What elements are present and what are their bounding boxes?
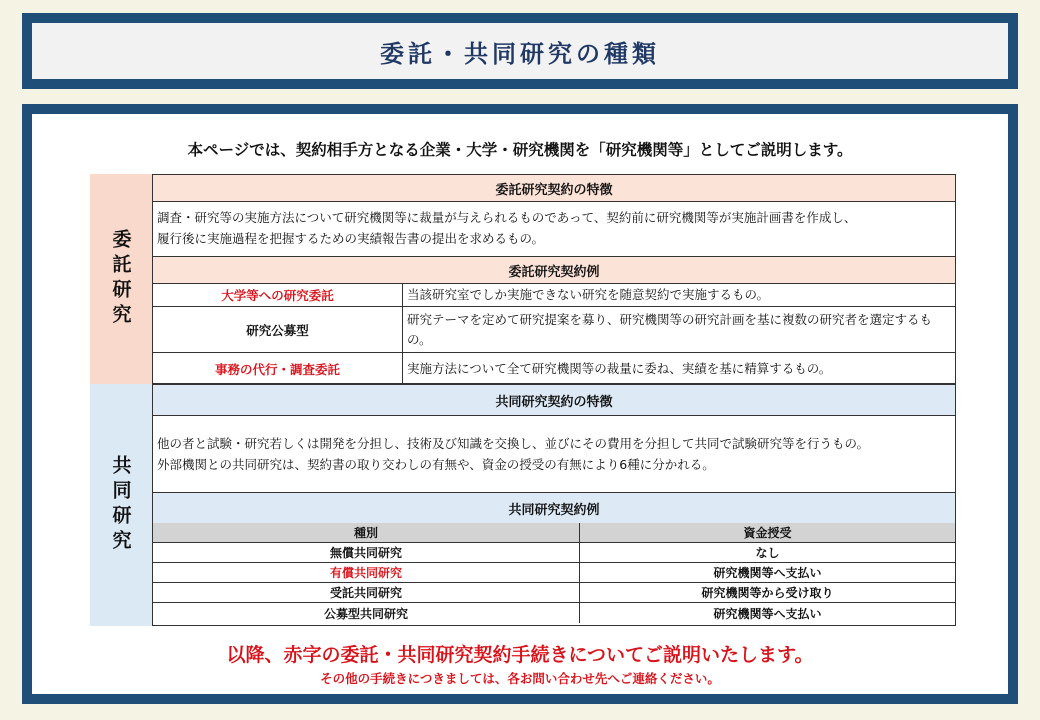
- kyodo-side-label: 共同研究: [90, 384, 152, 626]
- kyodo-feature-line1: 他の者と試験・研究若しくは開発を分担し、技術及び知識を交換し、並びにその費用を分担して共同で試験研究等を行うもの。: [157, 436, 870, 451]
- table-row: [153, 563, 955, 583]
- itaku-section: [90, 174, 956, 384]
- kyodo-feature-line2: 外部機関との共同研究は、契約書の取り交わしの有無や、資金の授受の有無により6種に分かれる。: [157, 457, 715, 472]
- itaku-example-name: 研究公募型: [153, 307, 403, 352]
- main-panel: [30, 112, 1010, 696]
- kyodo-row-fund: 研究機関等から受け取り: [701, 586, 834, 600]
- kyodo-body: [152, 384, 956, 626]
- title-frame: [22, 13, 1018, 89]
- kyodo-row-type: 無償共同研究: [153, 543, 580, 562]
- itaku-side-label: 委託研究: [90, 174, 152, 384]
- title-panel: [30, 21, 1010, 81]
- kyodo-row-type: 受託共同研究: [153, 583, 580, 602]
- kyodo-example-header: 共同研究契約例: [153, 493, 955, 524]
- kyodo-row-fund: なし: [755, 546, 780, 560]
- itaku-feature-text: [153, 201, 955, 257]
- itaku-example-name: 大学等への研究委託: [153, 283, 403, 306]
- kyodo-feature-header: 共同研究契約の特徴: [153, 385, 955, 416]
- table-row: [153, 603, 955, 623]
- itaku-example-row: [153, 307, 955, 353]
- page-title: 委託・共同研究の種類: [380, 39, 660, 68]
- footer-main-note: 以降、赤字の委託・共同研究契約手続きについてご説明いたします。: [226, 644, 814, 666]
- kyodo-feature-text: [153, 415, 955, 493]
- kyodo-row-type: 公募型共同研究: [153, 603, 580, 623]
- kyodo-row-fund: 研究機関等へ支払い: [713, 566, 822, 580]
- kyodo-table-header-row: [153, 523, 955, 543]
- table-row: [153, 543, 955, 563]
- itaku-example-desc: 実施方法について全て研究機関等の裁量に委ね、実績を基に精算するもの。: [407, 361, 832, 376]
- itaku-example-desc: 当該研究室でしか実施できない研究を随意契約で実施するもの。: [407, 286, 770, 302]
- itaku-body: [152, 174, 956, 384]
- kyodo-table-header-type: 種別: [153, 523, 580, 542]
- kyodo-section: [90, 384, 956, 626]
- itaku-feature-line2: 履行後に実施過程を把握するための実績報告書の提出を求めるもの。: [157, 231, 545, 246]
- itaku-feature-line1: 調査・研究等の実施方法について研究機関等に裁量が与えられるものであって、契約前に研究機関等が実施計画書を作成し、: [157, 210, 857, 225]
- itaku-feature-header: 委託研究契約の特徴: [153, 175, 955, 202]
- footer-sub-note: その他の手続きにつきましては、各お問い合わせ先へご連絡ください。: [320, 671, 720, 686]
- itaku-example-row: [153, 283, 955, 307]
- itaku-example-row: [153, 353, 955, 385]
- itaku-example-name: 事務の代行・調査委託: [153, 353, 403, 385]
- kyodo-row-type: 有償共同研究: [153, 563, 580, 582]
- kyodo-table-header-fund: 資金授受: [743, 526, 792, 540]
- itaku-example-desc: 研究テーマを定めて研究提案を募り、研究機関等の研究計画を基に複数の研究者を選定するもの。: [407, 311, 933, 347]
- table-row: [153, 583, 955, 603]
- itaku-example-header: 委託研究契約例: [153, 257, 955, 284]
- intro-text: 本ページでは、契約相手方となる企業・大学・研究機関を「研究機関等」としてご説明します。: [187, 141, 853, 159]
- kyodo-row-fund: 研究機関等へ支払い: [713, 606, 822, 621]
- main-frame: [22, 104, 1018, 704]
